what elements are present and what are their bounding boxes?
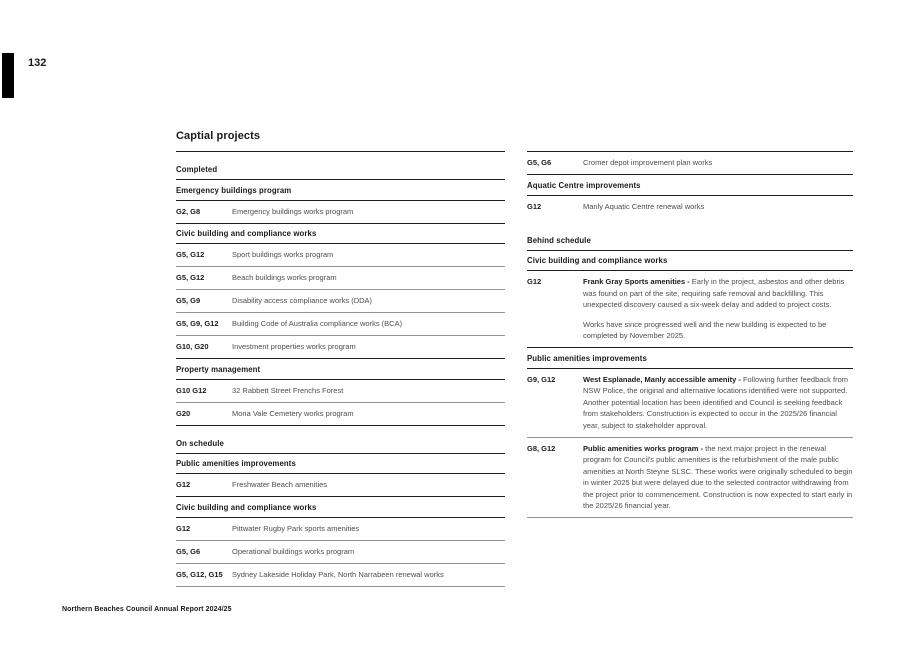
project-code: G5, G9 — [176, 296, 201, 305]
project-code: G5, G6 — [176, 546, 201, 556]
project-description-paragraph: West Esplanade, Manly accessible amenity - Following further feedback from NSW Police, the original and alternative locations identified were not supported. Another potential location has been identified and Council is seeking feedback from stakeholders. Construction is expected to occur in the 2025/26 financial year, subject to stakeholder approval. — [583, 374, 848, 430]
project-description: Investment properties works program — [232, 342, 356, 351]
project-description: Manly Aquatic Centre renewal works — [583, 201, 705, 211]
report-footer: Northern Beaches Council Annual Report 2024/25 — [62, 606, 232, 613]
project-code: G2, G8 — [176, 206, 201, 216]
project-row — [176, 244, 505, 267]
project-code: G5, G12 — [176, 250, 205, 259]
project-code: G5, G6 — [527, 158, 552, 167]
project-row — [176, 201, 505, 223]
project-description: Cromer depot improvement plan works — [583, 158, 713, 167]
projects-column-left — [176, 151, 505, 587]
project-description: Beach buildings works program — [232, 273, 337, 282]
category-header: Civic building and compliance works — [176, 496, 505, 518]
project-row — [527, 196, 853, 218]
project-description: Freshwater Beach amenities — [232, 480, 328, 489]
category-header: Property management — [176, 358, 505, 380]
project-code: G10, G20 — [176, 342, 209, 351]
project-code: G12 — [176, 523, 191, 533]
project-row — [527, 369, 853, 438]
project-row — [176, 518, 505, 541]
project-code: G5, G9, G12 — [176, 319, 219, 328]
project-code: G5, G12, G15 — [176, 569, 223, 579]
project-description: Building Code of Australia compliance works (BCA) — [232, 319, 403, 328]
project-code: G10 G12 — [176, 385, 207, 395]
project-code: G12 — [527, 201, 542, 211]
project-description-paragraph: Works have since progressed well and the new building is expected to be completed by November 2025. — [583, 319, 827, 340]
project-row — [527, 271, 853, 347]
project-row — [176, 403, 505, 425]
category-header: Public amenities improvements — [176, 454, 505, 475]
project-code: G8, G12 — [527, 443, 556, 453]
project-code: G12 — [527, 277, 542, 286]
page-edge-tab — [2, 53, 14, 98]
status-header: Behind schedule — [527, 223, 853, 251]
page-number: 132 — [28, 57, 47, 69]
category-header: Civic building and compliance works — [176, 223, 505, 245]
project-description: Pittwater Rugby Park sports amenities — [232, 523, 360, 533]
status-header: Completed — [176, 152, 505, 180]
project-row — [176, 336, 505, 358]
page-title: Captial projects — [176, 130, 261, 142]
project-row — [176, 290, 505, 313]
project-code: G5, G12 — [176, 273, 205, 282]
project-row — [527, 152, 853, 174]
project-name-bold: Public amenities works program - — [583, 443, 704, 453]
project-row — [176, 313, 505, 336]
project-row — [176, 564, 505, 587]
project-row — [176, 267, 505, 290]
project-description: Sport buildings works program — [232, 250, 334, 259]
project-description: Disability access compliance works (DDA) — [232, 296, 373, 305]
project-row — [527, 438, 853, 519]
project-description — [583, 443, 853, 512]
project-description: 32 Rabbett Street Frenchs Forest — [232, 385, 344, 395]
project-row — [176, 474, 505, 496]
category-header: Emergency buildings program — [176, 180, 505, 201]
category-header: Aquatic Centre improvements — [527, 174, 853, 196]
project-description: Sydney Lakeside Holiday Park, North Narrabeen renewal works — [232, 569, 444, 579]
project-code: G12 — [176, 480, 191, 489]
project-row — [176, 380, 505, 403]
project-row — [176, 541, 505, 564]
project-code: G20 — [176, 408, 191, 418]
project-description-paragraph: Frank Gray Sports amenities - Early in the project, asbestos and other debris was found on part of the site, requiring safe removal and backfilling. This unexpected discovery caused a six-week delay and added to project costs. — [583, 277, 845, 309]
project-description — [583, 276, 853, 342]
status-header: On schedule — [176, 425, 505, 454]
project-description: Operational buildings works program — [232, 546, 355, 556]
project-name-bold: West Esplanade, Manly accessible amenity - — [583, 374, 741, 384]
category-header: Civic building and compliance works — [527, 251, 853, 272]
project-name-bold: Frank Gray Sports amenities - — [583, 277, 690, 286]
project-description — [583, 374, 853, 432]
projects-column-right — [527, 151, 853, 518]
project-code: G9, G12 — [527, 374, 556, 384]
category-header: Public amenities improvements — [527, 347, 853, 369]
project-description: Emergency buildings works program — [232, 206, 354, 216]
project-description-paragraph: Public amenities works program - the next major project in the renewal program for Council's public amenities is the refurbishment of the male public amenities at North Steyne SLSC. These works were originally scheduled to begin in winter 2025 but were delayed due to the selected contractor withdrawing from the project prior to commencement. Construction is now expected to start early in the 2025/26 financial year. — [583, 443, 853, 510]
project-description: Mona Vale Cemetery works program — [232, 408, 354, 418]
